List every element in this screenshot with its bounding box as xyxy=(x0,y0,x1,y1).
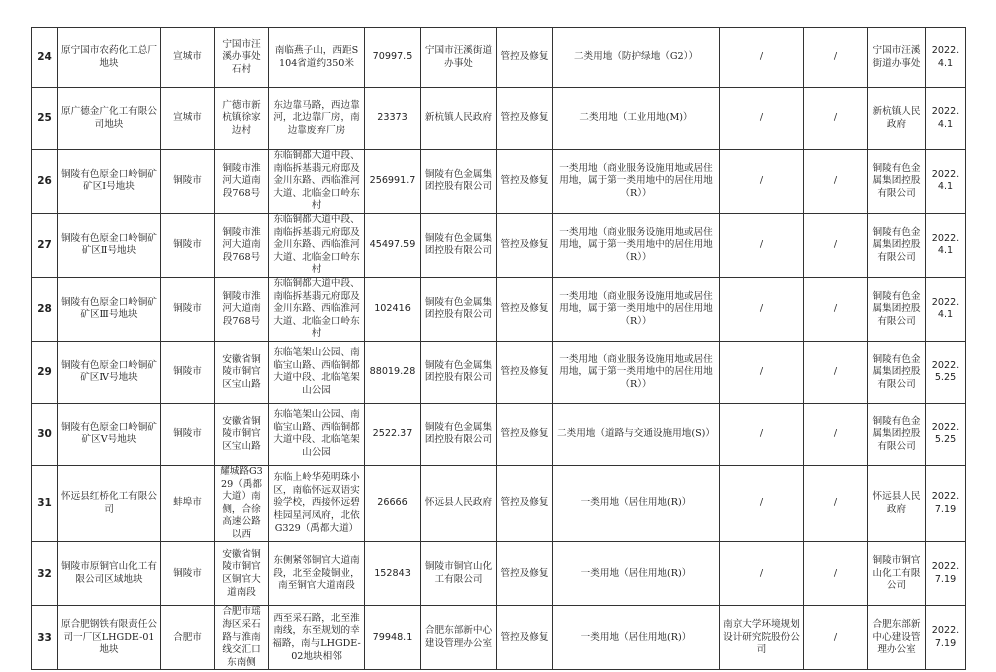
cell-extra: / xyxy=(804,341,868,403)
cell-responsible-party: 怀远县人民政府 xyxy=(868,465,926,542)
cell-site-name: 铜陵市原铜官山化工有限公司区域地块 xyxy=(58,542,161,606)
cell-boundary: 东临笔架山公园、南临宝山路、西临铜都大道中段、北临笔架山公园 xyxy=(269,341,365,403)
cell-responsible-party: 新杭镇人民政府 xyxy=(868,88,926,150)
cell-area: 23373 xyxy=(365,88,421,150)
cell-boundary: 东临铜都大道中段、南临拆基翡元府邸及金川东路、西临淮河大道、北临金口岭东村 xyxy=(269,150,365,214)
cell-date: 2022.7.19 xyxy=(926,606,966,670)
cell-date: 2022.5.25 xyxy=(926,341,966,403)
table-row xyxy=(32,606,966,670)
cell-area: 256991.7 xyxy=(365,150,421,214)
cell-responsible-party: 合肥东部新中心建设管理办公室 xyxy=(868,606,926,670)
cell-location: 安徽省铜陵市铜官区铜官大道南段 xyxy=(215,542,269,606)
cell-extra: / xyxy=(804,28,868,88)
cell-stage: 管控及修复 xyxy=(497,277,553,341)
cell-area: 45497.59 xyxy=(365,213,421,277)
cell-land-owner: 铜陵有色金属集团控股有限公司 xyxy=(421,213,497,277)
cell-extra: / xyxy=(804,150,868,214)
cell-location: 铜陵市淮河大道南段768号 xyxy=(215,277,269,341)
cell-row-number: 30 xyxy=(32,403,58,465)
table-row xyxy=(32,465,966,542)
cell-extra: / xyxy=(804,88,868,150)
table-row xyxy=(32,88,966,150)
cell-report-unit: / xyxy=(720,403,804,465)
cell-city: 铜陵市 xyxy=(161,213,215,277)
cell-report-unit: / xyxy=(720,150,804,214)
cell-row-number: 33 xyxy=(32,606,58,670)
cell-area: 88019.28 xyxy=(365,341,421,403)
cell-responsible-party: 铜陵有色金属集团控股有限公司 xyxy=(868,213,926,277)
site-table xyxy=(31,27,966,670)
cell-land-owner: 铜陵有色金属集团控股有限公司 xyxy=(421,150,497,214)
cell-date: 2022.4.1 xyxy=(926,213,966,277)
cell-stage: 管控及修复 xyxy=(497,28,553,88)
cell-row-number: 27 xyxy=(32,213,58,277)
cell-boundary: 东临上岭华苑明珠小区，南临怀远双语实验学校，西接怀远碧桂园星河凤府，北依G329（禹都大道） xyxy=(269,465,365,542)
cell-planned-use: 一类用地（商业服务设施用地或居住用地，属于第一类用地中的居住用地（R）） xyxy=(553,150,720,214)
cell-planned-use: 一类用地（商业服务设施用地或居住用地，属于第一类用地中的居住用地（R）） xyxy=(553,277,720,341)
cell-planned-use: 二类用地（道路与交通设施用地(S)） xyxy=(553,403,720,465)
cell-row-number: 32 xyxy=(32,542,58,606)
cell-boundary: 东侧紧邻铜官大道南段，北至金陵铜业，南至铜官大道南段 xyxy=(269,542,365,606)
cell-land-owner: 铜陵有色金属集团控股有限公司 xyxy=(421,403,497,465)
cell-extra: / xyxy=(804,277,868,341)
cell-boundary: 东临铜都大道中段、南临拆基翡元府邸及金川东路、西临淮河大道、北临金口岭东村 xyxy=(269,277,365,341)
cell-boundary: 西至采石路，北至淮南线，东至规划的幸福路，南与LHGDE-02地块相邻 xyxy=(269,606,365,670)
cell-stage: 管控及修复 xyxy=(497,465,553,542)
cell-site-name: 原宁国市农药化工总厂地块 xyxy=(58,28,161,88)
cell-row-number: 29 xyxy=(32,341,58,403)
cell-date: 2022.5.25 xyxy=(926,403,966,465)
table-row xyxy=(32,150,966,214)
cell-planned-use: 二类用地（防护绿地（G2）） xyxy=(553,28,720,88)
cell-city: 铜陵市 xyxy=(161,277,215,341)
cell-city: 铜陵市 xyxy=(161,542,215,606)
cell-city: 宣城市 xyxy=(161,28,215,88)
cell-city: 铜陵市 xyxy=(161,150,215,214)
cell-land-owner: 合肥东部新中心建设管理办公室 xyxy=(421,606,497,670)
cell-boundary: 东边靠马路，西边靠河，北边靠厂房，南边靠废弃厂房 xyxy=(269,88,365,150)
cell-area: 102416 xyxy=(365,277,421,341)
cell-stage: 管控及修复 xyxy=(497,341,553,403)
cell-site-name: 原合肥钢铁有限责任公司一厂区LHGDE-01地块 xyxy=(58,606,161,670)
cell-stage: 管控及修复 xyxy=(497,88,553,150)
cell-row-number: 26 xyxy=(32,150,58,214)
cell-planned-use: 一类用地（商业服务设施用地或居住用地，属于第一类用地中的居住用地（R）） xyxy=(553,341,720,403)
cell-location: 耀城路G329（禹都大道）南侧，合徐高速公路以西 xyxy=(215,465,269,542)
cell-planned-use: 一类用地（商业服务设施用地或居住用地，属于第一类用地中的居住用地（R）） xyxy=(553,213,720,277)
cell-row-number: 28 xyxy=(32,277,58,341)
cell-extra: / xyxy=(804,465,868,542)
cell-stage: 管控及修复 xyxy=(497,213,553,277)
cell-report-unit: / xyxy=(720,213,804,277)
cell-site-name: 铜陵有色原金口岭铜矿矿区Ⅲ号地块 xyxy=(58,277,161,341)
cell-boundary: 南临燕子山，西距S104省道约350米 xyxy=(269,28,365,88)
cell-stage: 管控及修复 xyxy=(497,150,553,214)
cell-planned-use: 一类用地（居住用地(R)） xyxy=(553,542,720,606)
cell-report-unit: / xyxy=(720,277,804,341)
cell-extra: / xyxy=(804,403,868,465)
cell-location: 铜陵市淮河大道南段768号 xyxy=(215,213,269,277)
cell-date: 2022.7.19 xyxy=(926,542,966,606)
cell-area: 2522.37 xyxy=(365,403,421,465)
cell-planned-use: 二类用地（工业用地(M)） xyxy=(553,88,720,150)
cell-report-unit: 南京大学环境规划设计研究院股份公司 xyxy=(720,606,804,670)
cell-city: 蚌埠市 xyxy=(161,465,215,542)
cell-stage: 管控及修复 xyxy=(497,403,553,465)
cell-stage: 管控及修复 xyxy=(497,542,553,606)
cell-row-number: 31 xyxy=(32,465,58,542)
cell-planned-use: 一类用地（居住用地(R)） xyxy=(553,606,720,670)
table-row xyxy=(32,28,966,88)
cell-date: 2022.7.19 xyxy=(926,465,966,542)
cell-report-unit: / xyxy=(720,465,804,542)
cell-boundary: 东临铜都大道中段、南临拆基翡元府邸及金川东路、西临淮河大道、北临金口岭东村 xyxy=(269,213,365,277)
table-row xyxy=(32,403,966,465)
cell-row-number: 24 xyxy=(32,28,58,88)
cell-land-owner: 铜陵有色金属集团控股有限公司 xyxy=(421,277,497,341)
cell-date: 2022.4.1 xyxy=(926,150,966,214)
cell-date: 2022.4.1 xyxy=(926,277,966,341)
cell-location: 安徽省铜陵市铜官区宝山路 xyxy=(215,403,269,465)
cell-extra: / xyxy=(804,542,868,606)
cell-boundary: 东临笔架山公园、南临宝山路、西临铜都大道中段、北临笔架山公园 xyxy=(269,403,365,465)
cell-responsible-party: 铜陵有色金属集团控股有限公司 xyxy=(868,341,926,403)
cell-extra: / xyxy=(804,606,868,670)
cell-area: 79948.1 xyxy=(365,606,421,670)
cell-report-unit: / xyxy=(720,88,804,150)
cell-report-unit: / xyxy=(720,341,804,403)
cell-site-name: 怀远县红桥化工有限公司 xyxy=(58,465,161,542)
cell-planned-use: 一类用地（居住用地(R)） xyxy=(553,465,720,542)
cell-area: 70997.5 xyxy=(365,28,421,88)
cell-date: 2022.4.1 xyxy=(926,88,966,150)
cell-land-owner: 宁国市汪溪街道办事处 xyxy=(421,28,497,88)
cell-city: 宣城市 xyxy=(161,88,215,150)
cell-responsible-party: 铜陵有色金属集团控股有限公司 xyxy=(868,277,926,341)
cell-land-owner: 铜陵有色金属集团控股有限公司 xyxy=(421,341,497,403)
cell-report-unit: / xyxy=(720,542,804,606)
cell-area: 152843 xyxy=(365,542,421,606)
cell-city: 铜陵市 xyxy=(161,403,215,465)
cell-stage: 管控及修复 xyxy=(497,606,553,670)
table-row xyxy=(32,277,966,341)
cell-report-unit: / xyxy=(720,28,804,88)
cell-land-owner: 怀远县人民政府 xyxy=(421,465,497,542)
table-row xyxy=(32,341,966,403)
cell-land-owner: 铜陵市铜官山化工有限公司 xyxy=(421,542,497,606)
cell-responsible-party: 宁国市汪溪街道办事处 xyxy=(868,28,926,88)
cell-site-name: 铜陵有色原金口岭铜矿矿区Ⅴ号地块 xyxy=(58,403,161,465)
cell-site-name: 铜陵有色原金口岭铜矿矿区Ⅳ号地块 xyxy=(58,341,161,403)
table-row xyxy=(32,213,966,277)
table-row xyxy=(32,542,966,606)
cell-site-name: 铜陵有色原金口岭铜矿矿区Ⅰ号地块 xyxy=(58,150,161,214)
cell-responsible-party: 铜陵有色金属集团控股有限公司 xyxy=(868,403,926,465)
cell-location: 合肥市瑶海区采石路与淮南线交汇口东南侧 xyxy=(215,606,269,670)
cell-location: 铜陵市淮河大道南段768号 xyxy=(215,150,269,214)
cell-area: 26666 xyxy=(365,465,421,542)
cell-extra: / xyxy=(804,213,868,277)
cell-city: 合肥市 xyxy=(161,606,215,670)
cell-responsible-party: 铜陵市铜官山化工有限公司 xyxy=(868,542,926,606)
cell-location: 广德市新杭镇徐家边村 xyxy=(215,88,269,150)
cell-site-name: 原广德金广化工有限公司地块 xyxy=(58,88,161,150)
cell-city: 铜陵市 xyxy=(161,341,215,403)
cell-location: 安徽省铜陵市铜官区宝山路 xyxy=(215,341,269,403)
cell-site-name: 铜陵有色原金口岭铜矿矿区Ⅱ号地块 xyxy=(58,213,161,277)
cell-responsible-party: 铜陵有色金属集团控股有限公司 xyxy=(868,150,926,214)
cell-land-owner: 新杭镇人民政府 xyxy=(421,88,497,150)
cell-row-number: 25 xyxy=(32,88,58,150)
cell-location: 宁国市汪溪办事处石村 xyxy=(215,28,269,88)
cell-date: 2022.4.1 xyxy=(926,28,966,88)
